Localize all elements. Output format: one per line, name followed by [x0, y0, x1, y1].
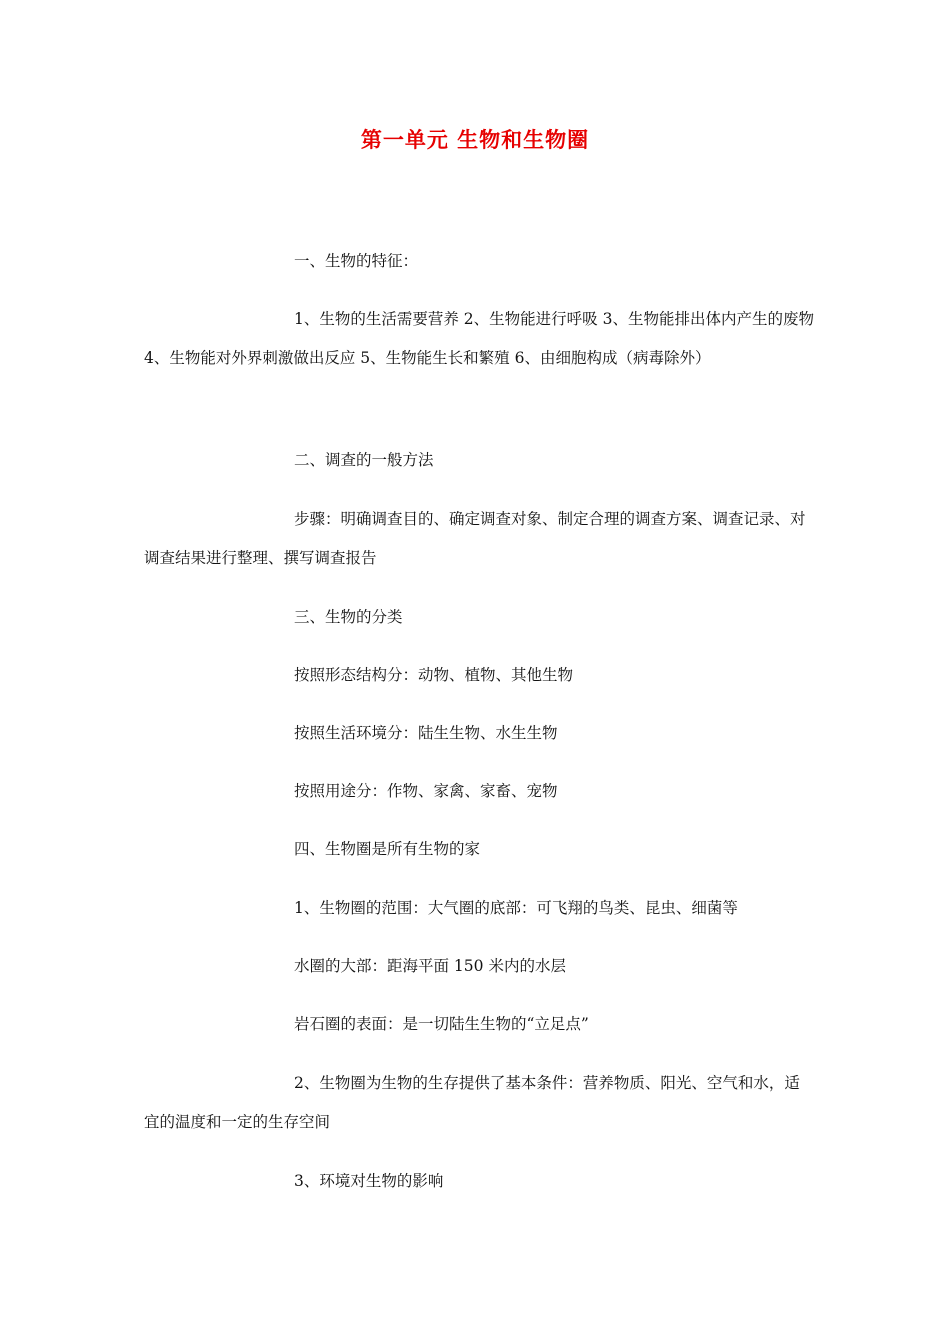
paragraph-classification-use: 按照用途分：作物、家禽、家畜、宠物	[294, 782, 558, 800]
paragraph-environment-impact: 3、环境对生物的影响	[294, 1172, 444, 1190]
paragraph-biosphere-range: 1、生物圈的范围：大气圈的底部：可飞翔的鸟类、昆虫、细菌等	[294, 899, 738, 917]
paragraph-classification-habitat: 按照生活环境分：陆生生物、水生生物	[294, 724, 558, 742]
paragraph-basic-conditions: 2、生物圈为生物的生存提供了基本条件：营养物质、阳光、空气和水，适宜的温度和一定的生存空间	[144, 1074, 800, 1131]
section-heading-2: 二、调查的一般方法	[294, 451, 434, 469]
paragraph-lithosphere: 岩石圈的表面：是一切陆生生物的“立足点”	[294, 1015, 589, 1033]
document-title: 第一单元 生物和生物圈	[360, 128, 590, 152]
paragraph-characteristics: 1、生物的生活需要营养 2、生物能进行呼吸 3、生物能排出体内产生的废物 4、生物能对外界刺激做出反应 5、生物能生长和繁殖 6、由细胞构成（病毒除外）	[144, 310, 814, 367]
paragraph-hydrosphere: 水圈的大部：距海平面 150 米内的水层	[294, 957, 566, 975]
paragraph-classification-form: 按照形态结构分：动物、植物、其他生物	[294, 666, 574, 684]
paragraph-survey-steps: 步骤：明确调查目的、确定调查对象、制定合理的调查方案、调查记录、对调查结果进行整理、撰写调查报告	[144, 510, 806, 567]
section-heading-3: 三、生物的分类	[294, 608, 403, 626]
section-heading-4: 四、生物圈是所有生物的家	[294, 840, 481, 858]
section-heading-1: 一、生物的特征：	[294, 252, 419, 270]
